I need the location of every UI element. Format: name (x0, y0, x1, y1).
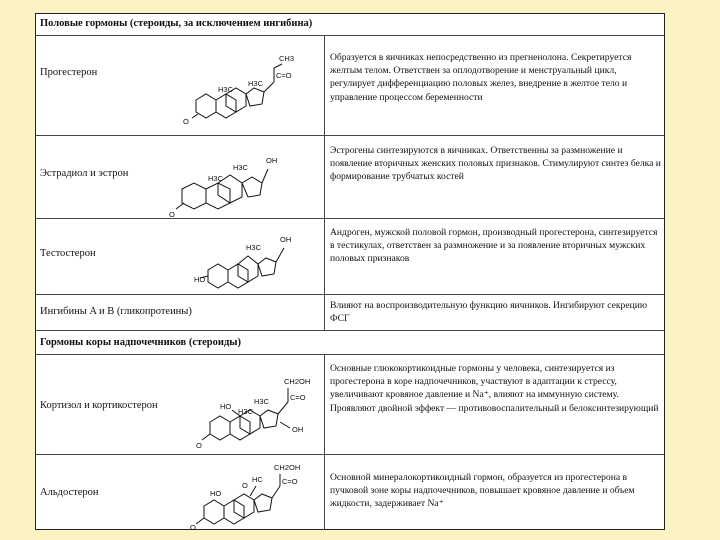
divider (36, 218, 664, 219)
structure-label: C=O (282, 477, 298, 486)
hormone-name-cortisol: Кортизол и кортикостерон (40, 400, 158, 411)
structure-label: CH2OH (274, 463, 301, 472)
structure-label: CH3 (279, 54, 295, 63)
structure-label: H3C (218, 85, 234, 94)
progesterone-structure-diagram (178, 38, 295, 128)
structure-label: OH (292, 425, 304, 434)
hormone-name-inhibins: Ингибины A и B (гликопротеины) (40, 306, 192, 317)
structure-label: O (190, 523, 196, 532)
divider (36, 135, 664, 136)
structure-label: O (242, 481, 248, 490)
estradiol-structure-diagram (164, 137, 294, 227)
structure-label: OH (280, 235, 292, 244)
structure-label: HO (220, 402, 232, 411)
column-divider (324, 354, 325, 530)
structure-label: HO (194, 275, 206, 284)
hormone-description-testosterone: Андроген, мужской половой гормон, производный прогестерона, синтезируется в тестикулах, ответствен за размножение и за появление вторичных мужских половых признаков (330, 227, 658, 265)
hormone-name-testosterone: Тестостерон (40, 248, 96, 259)
structure-label: H3C (248, 79, 264, 88)
structure-label: H3C (246, 243, 262, 252)
structure-label: O (169, 210, 175, 219)
structure-label: H3C (254, 397, 270, 406)
structure-label: H3C (208, 174, 224, 183)
structure-label: C=O (290, 393, 306, 402)
structure-label: OH (266, 156, 278, 165)
hormone-description-aldosterone: Основной минералокортикоидный гормон, образуется из прогестерона в пучковой зоне коры надпочечников, повышает кровяное давление и объем жидкости, задерживает Na⁺ (330, 472, 635, 510)
hormone-table (35, 13, 665, 530)
hormone-description-progesterone: Образуется в яичниках непосредственно из прегненолона. Секретируется желтым телом. Ответствен за оплодотворение и менструальный цикл, регулирует дифференциацию половых желез, внедрение в желтое тело и управление процессом беременности (330, 52, 632, 103)
hormone-description-inhibins: Влияют на воспроизводительную функцию яичников. Ингибируют секрецию ФСГ (330, 300, 648, 325)
divider (36, 35, 664, 36)
hormone-name-aldosterone: Альдостерон (40, 487, 99, 498)
structure-label: H3C (238, 407, 254, 416)
hormone-name-progesterone: Прогестерон (40, 67, 98, 78)
section-title-adrenal-hormones: Гормоны коры надпочечников (стероиды) (40, 337, 241, 348)
divider (36, 354, 664, 355)
structure-label: C=O (276, 71, 292, 80)
structure-label: H3C (233, 163, 249, 172)
divider (36, 294, 664, 295)
cortisol-structure-diagram (196, 356, 322, 454)
column-divider (324, 35, 325, 330)
structure-label: HO (210, 489, 222, 498)
aldosterone-structure-diagram (190, 456, 310, 532)
divider (36, 330, 664, 331)
structure-label: CH2OH (284, 377, 311, 386)
divider (36, 454, 664, 455)
structure-label: O (183, 117, 189, 126)
testosterone-structure-diagram (194, 220, 314, 300)
structure-label: O (196, 441, 202, 450)
section-title-sex-hormones: Половые гормоны (стероиды, за исключением ингибина) (40, 18, 313, 29)
structure-label: HC (252, 475, 263, 484)
hormone-description-cortisol: Основные глюкокортикоидные гормоны у человека, синтезируется из прогестерона в коре надпочечников, участвуют в адаптации к стрессу, увеличивают кровяное давление и Na⁺, влияют на иммунную систему. Проявляют двойной эффект — противовоспалительный и белоксинтезирующий (330, 363, 659, 414)
hormone-name-estradiol: Эстрадиол и эстрон (40, 168, 129, 179)
hormone-description-estradiol: Эстрогены синтезируются в яичниках. Ответственны за размножение и появление вторичных женских половых признаков. Стимулируют синтез белка и формирование трубчатых костей (330, 145, 661, 183)
